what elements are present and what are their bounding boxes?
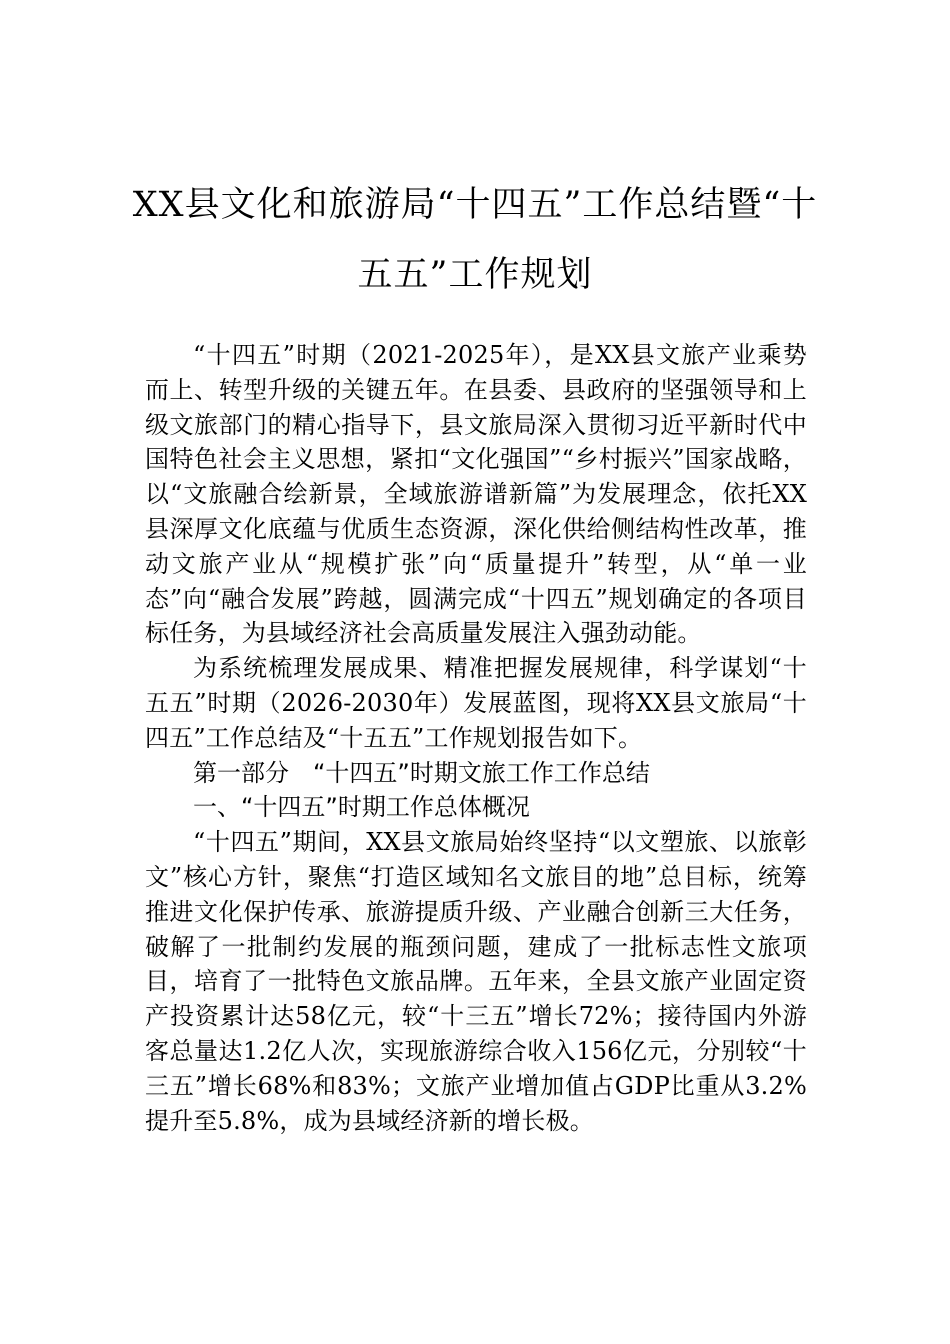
part-heading: 第一部分 “十四五”时期文旅工作工作总结 <box>193 758 650 787</box>
document-body <box>145 338 807 1138</box>
intro-paragraph: “十四五”时期（2021-2025年），是XX县文旅产业乘势而上、转型升级的关键五年。在县委、县政府的坚强领导和上级文旅部门的精心指导下，县文旅局深入贯彻习近平新时代中国特色社会主义思想，紧扣“文化强国”“乡村振兴”国家战略，以“文旅融合绘新景，全域旅游谱新篇”为发展理念，依托XX县深厚文化底蕴与优质生态资源，深化供给侧结构性改革，推动文旅产业从“规模扩张”向“质量提升”转型，从“单一业态”向“融合发展”跨越，圆满完成“十四五”规划确定的各项目标任务，为县域经济社会高质量发展注入强劲动能。 <box>145 341 807 648</box>
title-line-1: XX县文化和旅游局“十四五”工作总结暨“十 <box>132 185 818 225</box>
overview-paragraph: “十四五”期间，XX县文旅局始终坚持“以文塑旅、以旅彰文”核心方针，聚焦“打造区域知名文旅目的地”总目标，统筹推进文化保护传承、旅游提质升级、产业融合创新三大任务，破解了一批制约发展的瓶颈问题，建成了一批标志性文旅项目，培育了一批特色文旅品牌。五年来，全县文旅产业固定资产投资累计达58亿元，较“十三五”增长72%；接待国内外游客总量达1.2亿人次，实现旅游综合收入156亿元，分别较“十三五”增长68%和83%；文旅产业增加值占GDP比重从3.2%提升至5.8%，成为县域经济新的增长极。 <box>145 828 807 1135</box>
document-title <box>130 170 820 310</box>
purpose-paragraph: 为系统梳理发展成果、精准把握发展规律，科学谋划“十五五”时期（2026-2030年）发展蓝图，现将XX县文旅局“十四五”工作总结及“十五五”工作规划报告如下。 <box>145 654 807 752</box>
title-line-2: 五五”工作规划 <box>357 255 593 295</box>
section-heading: 一、“十四五”时期工作总体概况 <box>193 793 530 822</box>
